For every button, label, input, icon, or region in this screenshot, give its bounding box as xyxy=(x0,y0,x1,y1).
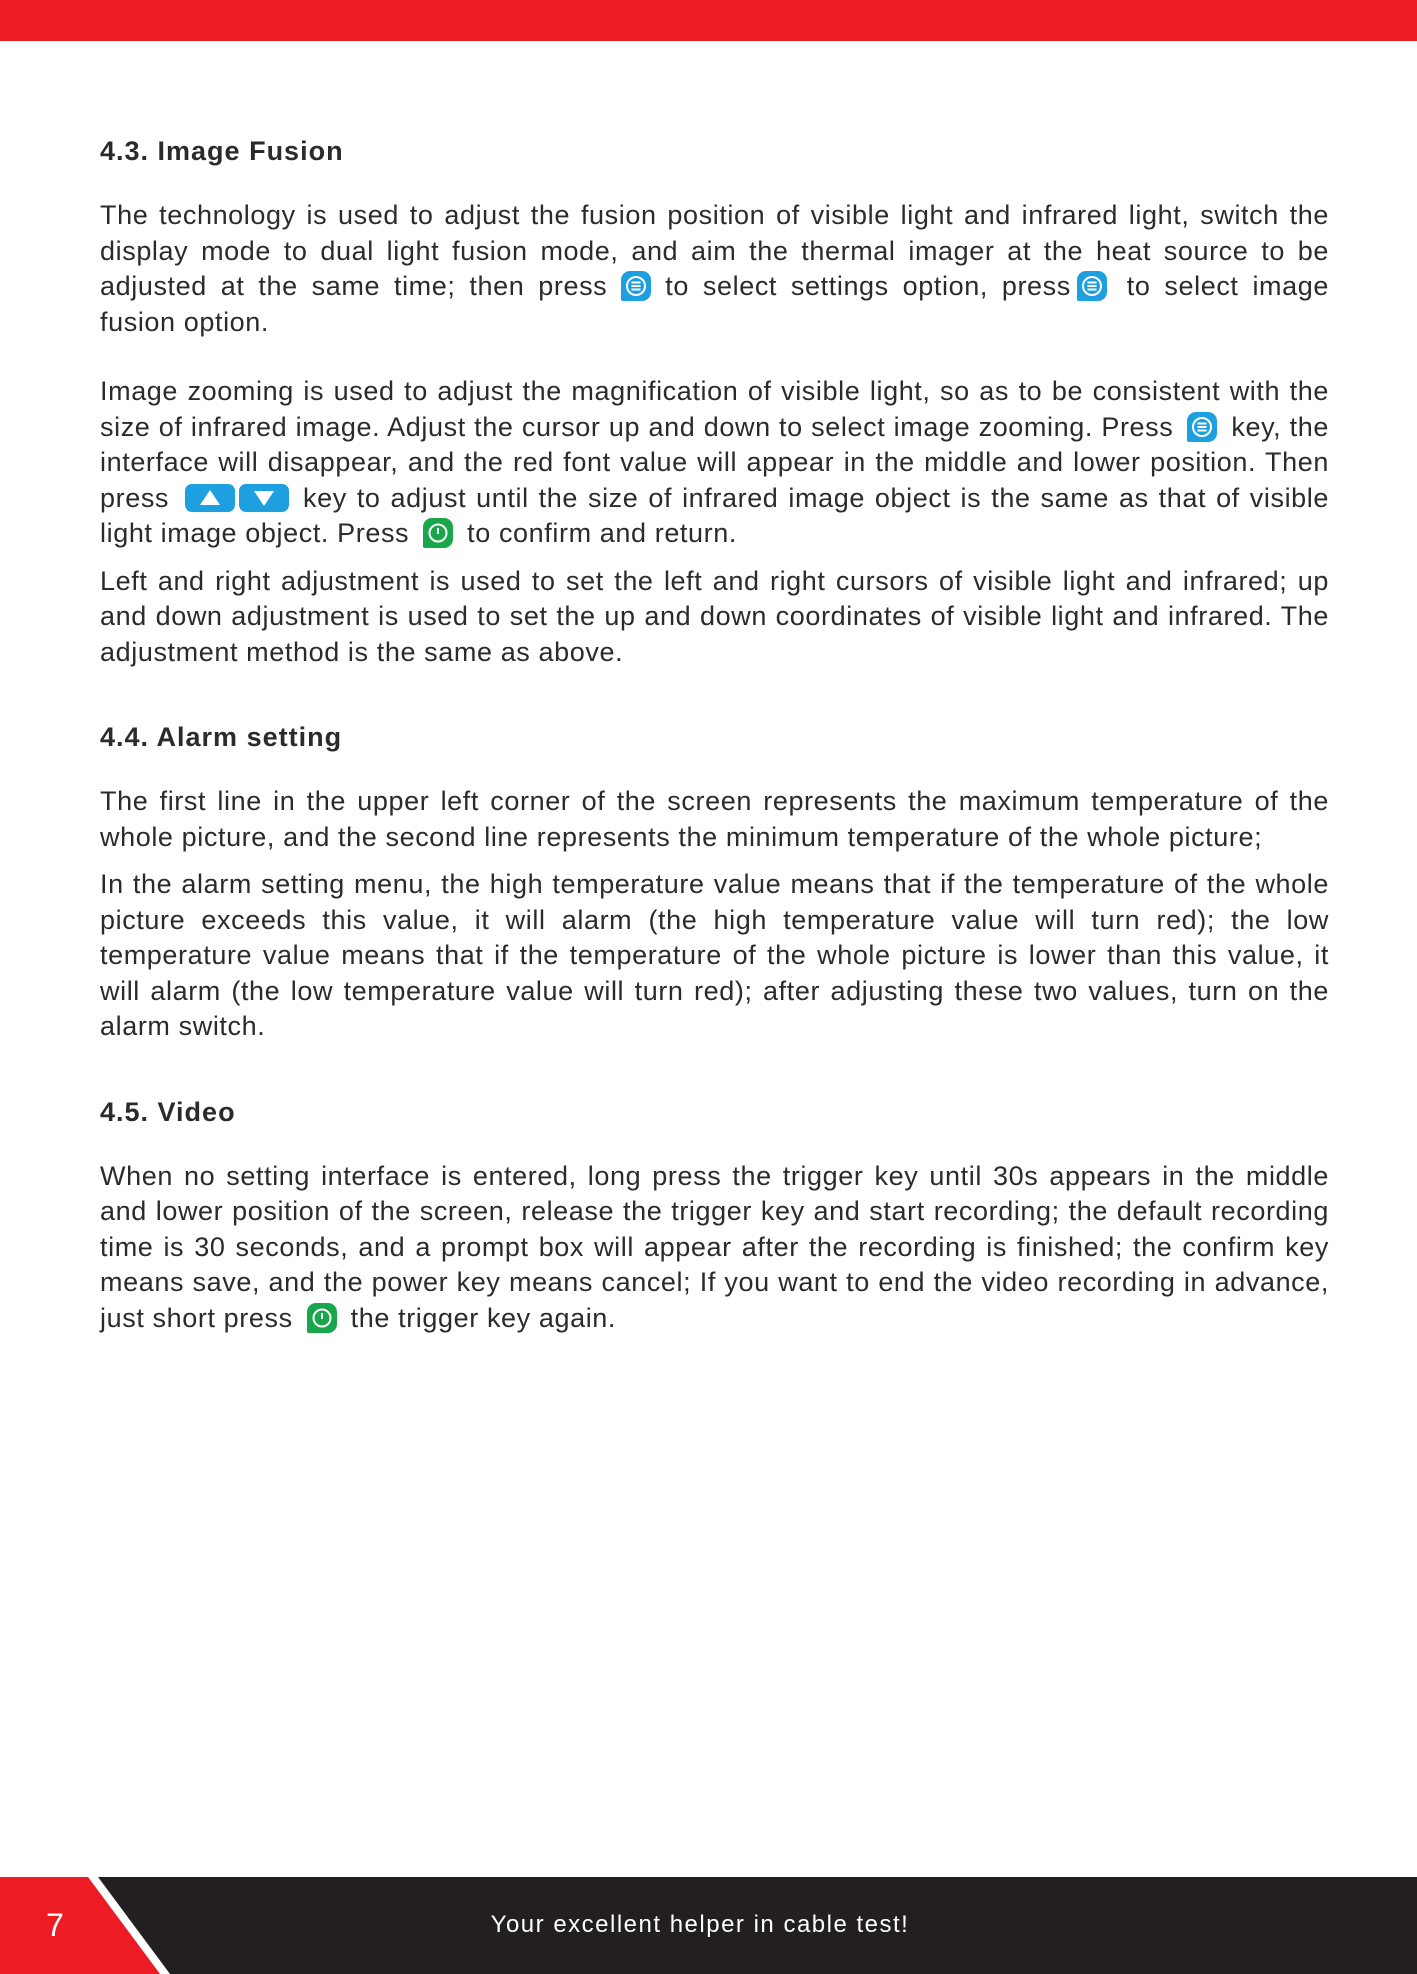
paragraph-alarm-menu: In the alarm setting menu, the high temperature value means that if the temperature of the whole picture exceeds this value, it will alarm (the high temperature value will turn red); the low temperature value means that if the temperature of the whole picture is lower than this value, it will alarm (the low temperature value will turn red); after adjusting these two values, turn on the alarm switch. xyxy=(100,869,1329,1041)
paragraph-fusion-intro xyxy=(100,198,1329,340)
paragraph-image-zooming xyxy=(100,374,1329,552)
text-zoom-d: to confirm and return. xyxy=(467,518,737,548)
paragraph-adjustment: Left and right adjustment is used to set the left and right cursors of visible light and infrared; up and down adjustment is used to set the up and down coordinates of visible light and infrared. The adjustment method is the same as above. xyxy=(100,565,1329,667)
text-fusion-intro-c: to select image fusion option. xyxy=(100,271,1329,337)
menu-key-icon xyxy=(1077,271,1107,301)
power-key-icon xyxy=(307,1303,337,1333)
top-accent-bar xyxy=(0,0,1417,41)
down-arrow-key-icon xyxy=(239,484,289,512)
menu-key-icon xyxy=(621,271,651,301)
page-footer xyxy=(0,1877,1417,1974)
page-content xyxy=(100,134,1329,1348)
text-video-b: the trigger key again. xyxy=(350,1302,617,1333)
section-heading-alarm-setting: 4.4. Alarm setting xyxy=(100,722,343,752)
footer-tagline: Your excellent helper in cable test! xyxy=(490,1911,910,1938)
text-fusion-intro-b: to select settings option, press xyxy=(665,271,1071,301)
paragraph-video xyxy=(100,1159,1329,1337)
menu-key-icon xyxy=(1187,412,1217,442)
paragraph-alarm-screen: The first line in the upper left corner of the screen represents the maximum temperature of the whole picture, and the second line represents the minimum temperature of the whole picture; xyxy=(100,786,1329,852)
text-fusion-intro-a: The technology is used to adjust the fusion position of visible light and infrared light, switch the display mode to dual light fusion mode, and aim the thermal imager at the heat source to be adjusted at the same time; then press xyxy=(100,200,1329,301)
section-heading-video: 4.5. Video xyxy=(100,1096,236,1127)
up-arrow-key-icon xyxy=(185,484,235,512)
page-number: 7 xyxy=(46,1907,64,1943)
text-zoom-a: Image zooming is used to adjust the magnification of visible light, so as to be consistent with the size of infrared image. Adjust the cursor up and down to select image zooming. Press xyxy=(100,376,1329,442)
power-key-icon xyxy=(423,518,453,548)
text-video-a: When no setting interface is entered, long press the trigger key until 30s appears in the middle and lower position of the screen, release the trigger key and start recording; the default recording time is 30 seconds, and a prompt box will appear after the recording is finished; the confirm key means save, and the power key means cancel; If you want to end the video recording in advance, just short press xyxy=(100,1160,1329,1333)
text-zoom-c: key to adjust until the size of infrared image object is the same as that of visible light image object. Press xyxy=(100,482,1329,548)
section-heading-image-fusion: 4.3. Image Fusion xyxy=(100,136,344,166)
text-zoom-b: key, the interface will disappear, and the red font value will appear in the middle and lower position. Then press xyxy=(100,411,1329,513)
